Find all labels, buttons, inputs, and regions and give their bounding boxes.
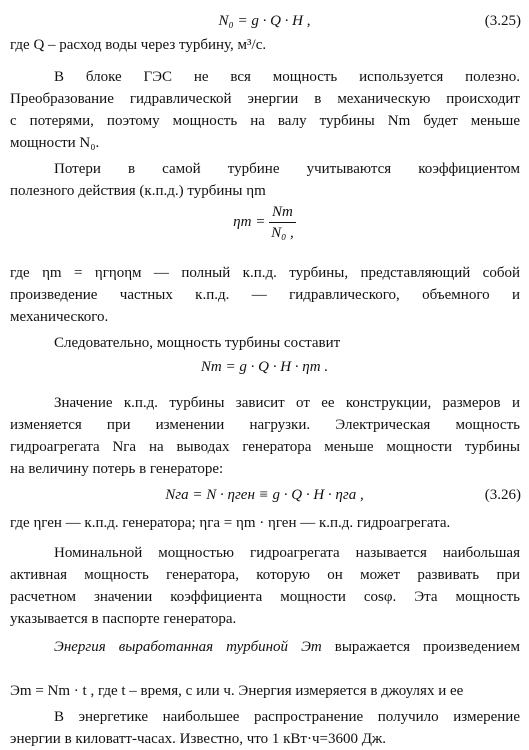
paragraph-line: Энергия выработанная турбиной Эm выражается произведением (54, 639, 520, 655)
equation-number: (3.25) (484, 13, 521, 29)
equation-3-25 (0, 10, 529, 32)
paragraph-line: механического. (10, 309, 109, 325)
paragraph-line: указывается в паспорте генератора. (10, 611, 237, 627)
paragraph-line: Значение к.п.д. турбины зависит от ее конструкции, размеров и (54, 395, 520, 411)
equation-number: (3.26) (484, 487, 521, 503)
equation-efficiency: ηm = $\frac{Nm}{\text{N₀ ,}}$ (233, 204, 294, 241)
equation-text: N₀ = g · Q · H , (218, 13, 311, 29)
equation-text: Nга = N · ηген ≡ g · Q · H · ηга , (165, 487, 364, 503)
equation-3-26 (0, 484, 529, 506)
paragraph-line: с потерями, поэтому мощность на валу турбины Nm будет меньше (10, 113, 520, 129)
paragraph-line: где Q – расход воды через турбину, м³/с. (10, 37, 267, 53)
paragraph-line: активная мощность генератора, которую он может развивать при (10, 567, 520, 583)
paragraph-line: Преобразование гидравлической энергии в механическую происходит (10, 91, 520, 107)
paragraph-line: гидроагрегата Nга на выводах генератора меньше мощности турбины (10, 439, 520, 455)
paragraph-line: Номинальной мощностью гидроагрегата называется наибольшая (54, 545, 520, 561)
paragraph-line: Следовательно, мощность турбины составит (54, 335, 341, 351)
paragraph-line: мощности N₀. (10, 135, 100, 151)
paragraph-line: В блоке ГЭС не вся мощность используется полезно. (54, 69, 520, 85)
paragraph-line: В энергетике наибольшее распространение получило измерение (54, 709, 520, 725)
paragraph-line: где ηm = ηгηоηм — полный к.п.д. турбины, представляющий собой (10, 265, 520, 281)
paragraph-line: полезного действия (к.п.д.) турбины ηm (10, 183, 266, 199)
paragraph-line: Потери в самой турбине учитываются коэффициентом (54, 161, 520, 177)
paragraph-line: расчетном значении коэффициента мощности cosφ. Эта мощность (10, 589, 520, 605)
equation-turbine-power: Nm = g · Q · H · ηm . (200, 359, 329, 375)
paragraph-line: где ηген — к.п.д. генератора; ηга = ηm · ηген — к.п.д. гидроагрегата. (10, 515, 451, 531)
paragraph-line: Эm = Nm · t , где t – время, с или ч. Энергия измеряется в джоулях и ее (10, 683, 464, 699)
paragraph-line: энергии в киловатт-часах. Известно, что 1 кВт·ч=3600 Дж. (10, 731, 387, 747)
paragraph-line: на величину потерь в генераторе: (10, 461, 224, 477)
fraction: $\frac{Nm}{\text{N₀ ,}}$ (271, 204, 294, 241)
paragraph-line: изменяется при изменении нагрузки. Электрическая мощность (10, 417, 520, 433)
paragraph-line: произведение частных к.п.д. — гидравлического, объемного и (10, 287, 520, 303)
